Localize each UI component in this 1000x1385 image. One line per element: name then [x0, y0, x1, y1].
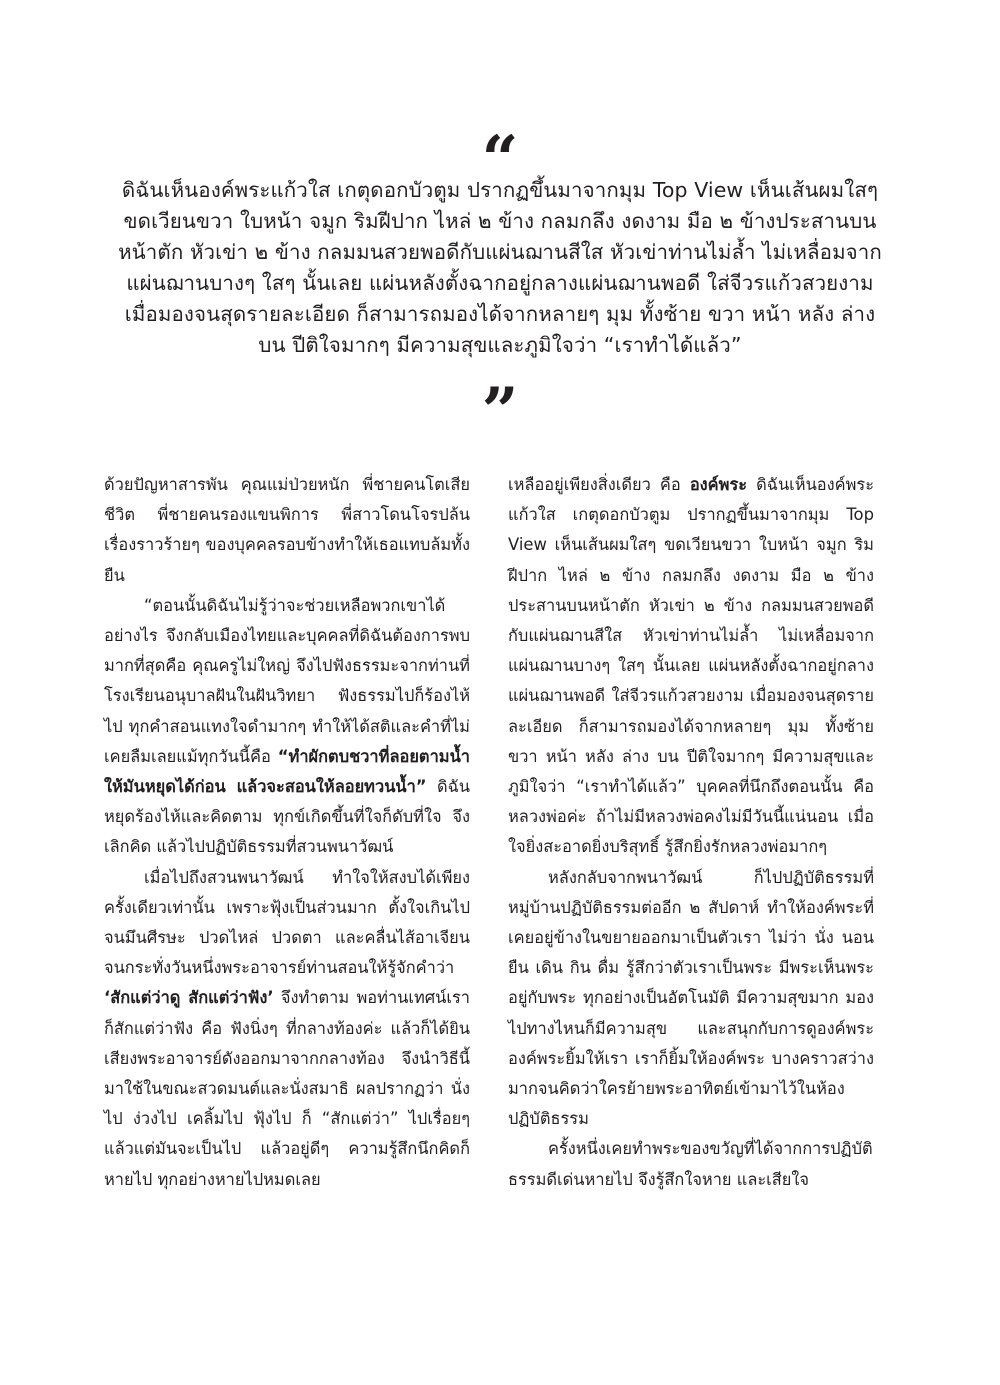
- paragraph: ครั้งหนึ่งเคยทำพระของขวัญที่ได้จากการปฏิบัติธรรมดีเด่นหายไป จึงรู้สึกใจหาย และเสียใจ: [508, 1139, 873, 1189]
- paragraph: ด้วยปัญหาสารพัน คุณแม่ป่วยหนัก พี่ชายคนโตเสียชีวิต พี่ชายคนรองแขนพิการ พี่สาวโดนโจรปล้น เรื่องราวร้ายๆ ของบุคคลรอบข้างทำให้เธอแทบล้มทั้งยืน: [104, 475, 470, 585]
- paragraph: [104, 863, 470, 1195]
- paragraph-text: ดิฉันหยุดร้องไห้และคิดตาม ทุกข์เกิดขึ้นที่ใจก็ดับที่ใจ จึงเลิกคิด แล้วไปปฏิบัติธรรมที่สวนพนาวัฒน์: [104, 777, 470, 857]
- right-column: [508, 470, 874, 1195]
- paragraph-text: “ตอนนั้นดิฉันไม่รู้ว่าจะช่วยเหลือพวกเขาได้อย่างไร จึงกลับเมืองไทยและบุคคลที่ดิฉันต้องการพบมากที่สุดคือ คุณครูไม่ใหญ่ จึงไปฟังธรรมะจากท่านที่โรงเรียนอนุบาลฝันในฝันวิทยา ฟังธรรมไปก็ร้องไห้ไป ทุกคำสอนแทงใจดำมากๆ ทำให้ได้สติและคำที่ไม่เคยลืมเลยแม้ทุกวันนี้คือ: [104, 595, 470, 766]
- paragraph: [104, 591, 470, 863]
- left-column: [104, 470, 470, 1195]
- paragraph-text: เมื่อไปถึงสวนพนาวัฒน์ ทำใจให้สงบได้เพียงครั้งเดียวเท่านั้น เพราะฟุ้งเป็นส่วนมาก ตั้งใจเกินไปจนมึนศีรษะ ปวดไหล่ ปวดตา และคลื่นไส้อาเจียน จนกระทั่งวันหนึ่งพระอาจารย์ท่านสอนให้รู้จักคำว่า: [104, 867, 470, 978]
- bold-phrase: องค์พระ: [689, 475, 748, 494]
- bold-phrase: ‘สักแต่ว่าดู สักแต่ว่าฟัง’: [104, 988, 274, 1008]
- closing-quote-mark: ”: [481, 374, 519, 449]
- paragraph-text: ดิฉันเห็นองค์พระแก้วใส เกตุดอกบัวตูม ปรากฏขึ้นมาจากมุม Top View เห็นเส้นผมใสๆ ขดเวียนขวา ใบหน้า จมูก ริมฝีปาก ไหล่ ๒ ข้าง กลมกลึง งดงาม มือ ๒ ข้างประสานบนหน้าตัก หัวเข่า ๒ ข้าง กลมมนสวยพอดีกับแผ่นฌานสีใส หัวเข่าท่านไม่ล้ำ ไม่เหลื่อมจากแผ่นฌานบางๆ ใสๆ นั้นเลย แผ่นหลังตั้งฉากอยู่กลางแผ่นฌานพอดี ใส่จีวรแก้วสวยงาม เมื่อมองจนสุดรายละเอียด ก็สามารถมองได้จากหลายๆ มุม ทั้งซ้าย ขวา หน้า หลัง ล่าง บน ปีติใจมากๆ มีความสุขและภูมิใจว่า “เราทำได้แล้ว” บุคคลที่นึกถึงตอนนั้น คือ หลวงพ่อค่ะ ถ้าไม่มีหลวงพ่อคงไม่มีวันนี้แน่นอน เมื่อใจยิ่งสะอาดยิ่งบริสุทธิ์ รู้สึกยิ่งรักหลวงพ่อมากๆ: [508, 475, 875, 857]
- paragraph: หลังกลับจากพนาวัฒน์ ก็ไปปฏิบัติธรรมที่หมู่บ้านปฏิบัติธรรมต่ออีก ๒ สัปดาห์ ทำให้องค์พระที่เคยอยู่ข้างในขยายออกมาเป็นตัวเรา ไม่ว่า นั่ง นอน ยืน เดิน กิน ดื่ม รู้สึกว่าตัวเราเป็นพระ มีพระเห็นพระ อยู่กับพระ ทุกอย่างเป็นอัตโนมัติ มีความสุขมาก มองไปทางไหนก็มีความสุข และสนุกกับการดูองค์พระ องค์พระยิ้มให้เรา เราก็ยิ้มให้องค์พระ บางคราวสว่างมากจนคิดว่าใครย้ายพระอาทิตย์เข้ามาไว้ในห้องปฏิบัติธรรม: [508, 867, 874, 1129]
- pull-quote: ดิฉันเห็นองค์พระแก้วใส เกตุดอกบัวตูม ปรากฏขึ้นมาจากมุม Top View เห็นเส้นผมใสๆ ขดเวียนขวา ใบหน้า จมูก ริมฝีปาก ไหล่ ๒ ข้าง กลมกลึง งดงาม มือ ๒ ข้างประสานบนหน้าตัก หัวเข่า ๒ ข้าง กลมมนสวยพอดีกับแผ่นฌานสีใส หัวเข่าท่านไม่ล้ำ ไม่เหลื่อมจากแผ่นฌานบางๆ ใสๆ นั้นเลย แผ่นหลังตั้งฉากอยู่กลางแผ่นฌานพอดี ใส่จีวรแก้วสวยงาม เมื่อมองจนสุดรายละเอียด ก็สามารถมองได้จากหลายๆ มุม ทั้งซ้าย ขวา หน้า หลัง ล่าง บน ปีติใจมากๆ มีความสุขและภูมิใจว่า “เราทำได้แล้ว”: [118, 178, 882, 357]
- paragraph-text: จึงทำตาม พอท่านเทศน์เราก็สักแต่ว่าฟัง คือ ฟังนิ่งๆ ที่กลางท้องค่ะ แล้วก็ได้ยินเสียงพระอาจารย์ดังออกมาจากกลางท้อง จึงนำวิธีนี้มาใช้ในขณะสวดมนต์และนั่งสมาธิ ผลปรากฏว่า นั่งไป ง่วงไป เคลิ้มไป ฟุ้งไป ก็ “สักแต่ว่า” ไปเรื่อยๆ แล้วแต่มันจะเป็นไป แล้วอยู่ดีๆ ความรู้สึกนึกคิดก็หายไป ทุกอย่างหายไปหมดเลย: [104, 988, 470, 1189]
- opening-quote-mark: “: [481, 122, 519, 197]
- paragraph: [508, 470, 874, 863]
- bold-quote: “ทำผักตบชวาที่ลอยตามน้ำให้มันหยุดได้ก่อน แล้วจะสอนให้ลอยทวนน้ำ”: [104, 746, 470, 797]
- paragraph-text: เหลืออยู่เพียงสิ่งเดียว คือ: [508, 475, 690, 494]
